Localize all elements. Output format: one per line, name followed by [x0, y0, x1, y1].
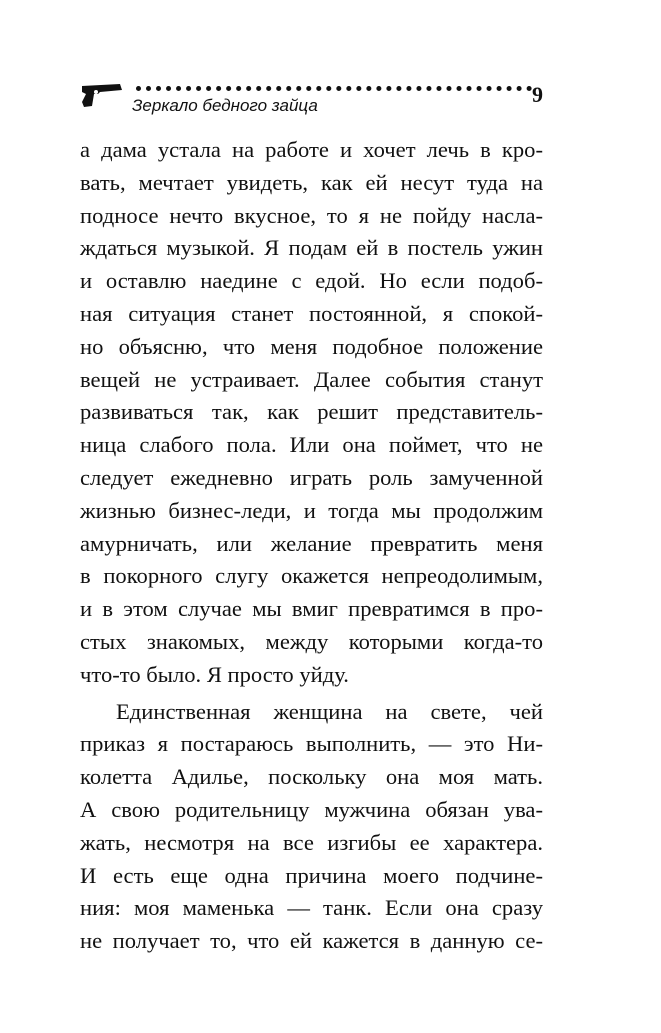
text-line: Единственная женщина на свете, чей — [116, 698, 543, 724]
text-line: вещей не устраивает. Далее события станут — [80, 366, 543, 392]
text-line: развиваться так, как решит представитель- — [80, 399, 543, 425]
paragraph-2 — [80, 696, 543, 958]
text-line: но объясню, что меня подобное положение — [80, 333, 543, 359]
text-line: ница слабого пола. Или она поймет, что не — [80, 432, 543, 458]
text-line: вать, мечтает увидеть, как ей несут туда на — [80, 169, 543, 195]
body-text — [80, 134, 543, 958]
text-line: в покорного слугу окажется непреодолимым, — [80, 563, 543, 589]
revolver-icon — [80, 82, 124, 108]
text-line: колетта Адилье, поскольку она моя мать. — [80, 764, 543, 790]
text-line: приказ я постараюсь выполнить, — это Ни- — [80, 731, 543, 757]
text-line: жать, несмотря на все изгибы ее характера. — [80, 829, 543, 855]
text-line: ная ситуация станет постоянной, я спокой- — [80, 300, 543, 326]
text-line: подносе нечто вкусное, то я не пойду насла- — [80, 202, 543, 228]
text-line: ждаться музыкой. Я подам ей в постель ужин — [80, 235, 543, 261]
text-line: жизнью бизнес-леди, и тогда мы продолжим — [80, 497, 543, 523]
text-line: следует ежедневно играть роль замученной — [80, 464, 543, 490]
text-line: И есть еще одна причина моего подчине- — [80, 862, 543, 888]
paragraph-1 — [80, 134, 543, 692]
text-line: ния: моя маменька — танк. Если она сразу — [80, 895, 543, 921]
text-line: не получает то, что ей кажется в данную се- — [80, 928, 543, 954]
text-line: что-то было. Я просто уйду. — [80, 661, 349, 687]
text-line: а дама устала на работе и хочет лечь в кро- — [80, 137, 543, 162]
running-title: Зеркало бедного зайца — [132, 96, 318, 115]
page-header — [80, 78, 550, 122]
page-number: 9 — [532, 82, 543, 107]
text-line: стых знакомых, между которыми когда-то — [80, 628, 543, 654]
text-line: и в этом случае мы вмиг превратимся в про- — [80, 596, 543, 622]
text-line: и оставлю наедине с едой. Но если подоб- — [80, 268, 543, 294]
text-line: А свою родительницу мужчина обязан ува- — [80, 796, 543, 822]
text-line: амурничать, или желание превратить меня — [80, 530, 543, 556]
